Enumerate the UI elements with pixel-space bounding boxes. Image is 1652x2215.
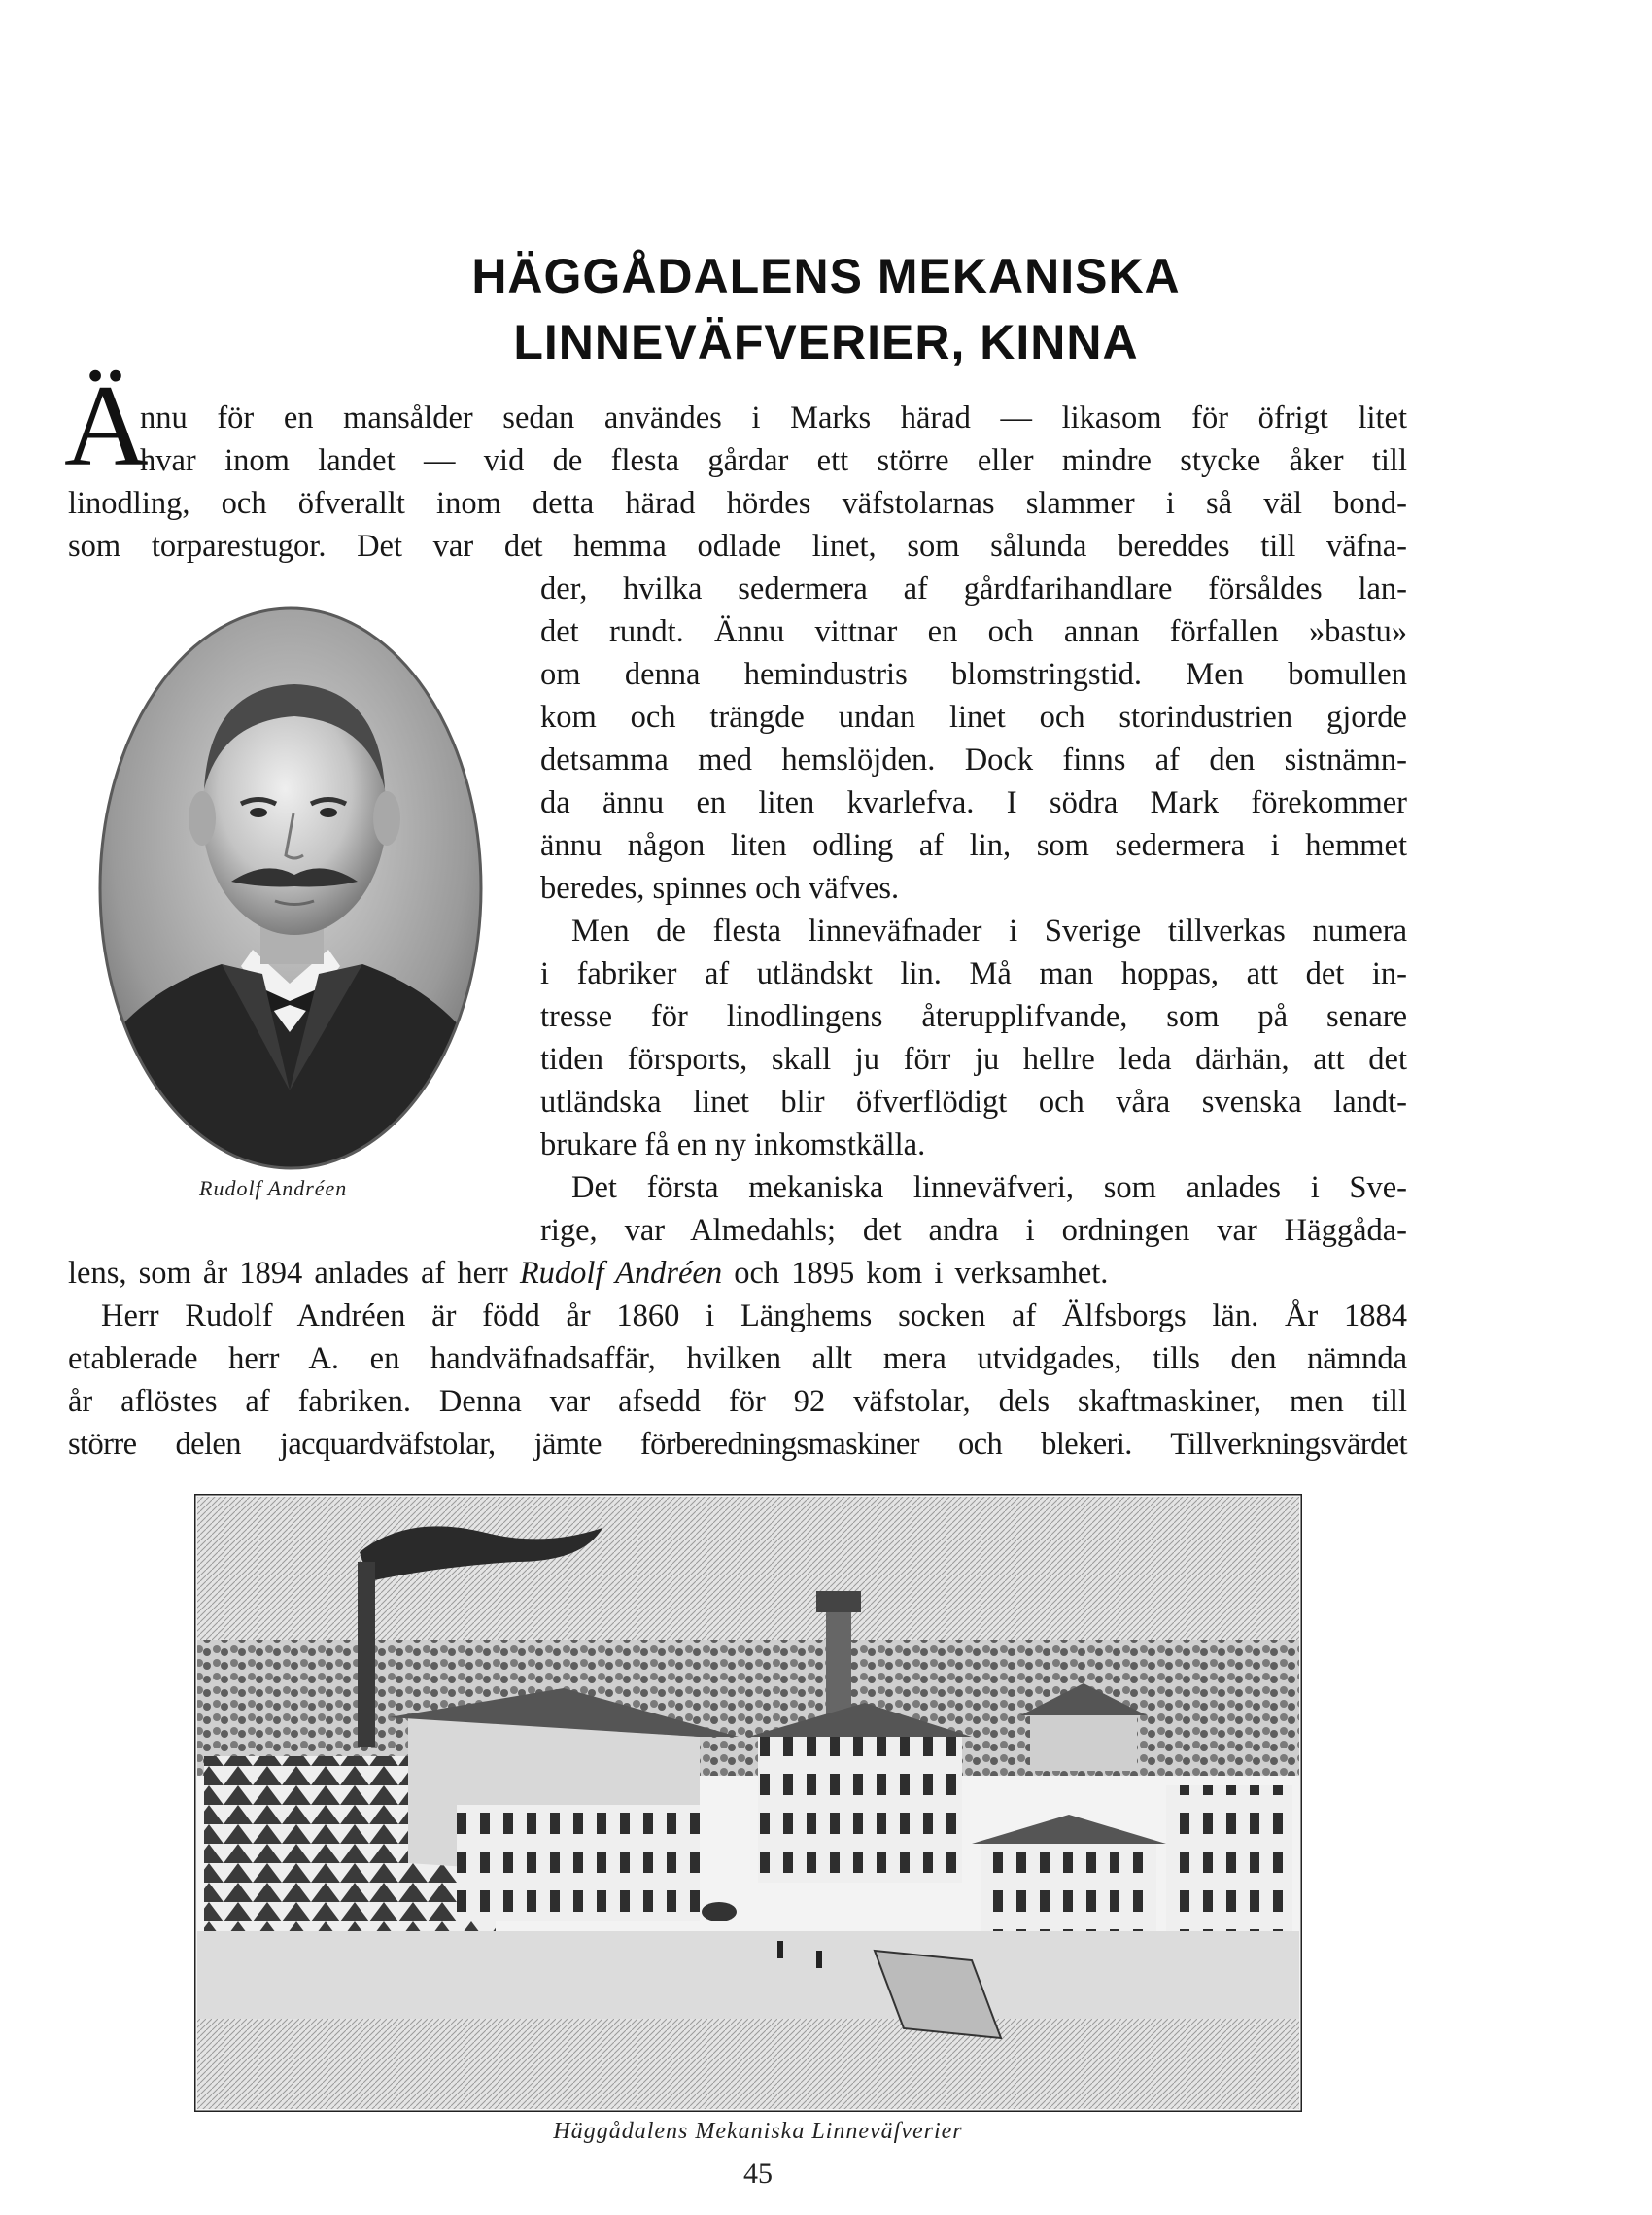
factory-caption: Häggådalens Mekaniska Linneväfverier xyxy=(553,2119,963,2144)
body-line: som torparestugor. Det var det hemma odlade linet, som sålunda bereddes till väfna- xyxy=(68,529,1407,564)
body-line: kom och trängde undan linet och storindustrien gjorde xyxy=(540,700,1407,735)
article-title-line-1: HÄGGÅDALENS MEKANISKA xyxy=(471,249,1181,303)
article-title-line-2: LINNEVÄFVERIER, KINNA xyxy=(513,315,1139,369)
body-line: da ännu en liten kvarlefva. I södra Mark förekommer xyxy=(540,785,1407,820)
body-line: hvar inom landet — vid de flesta gårdar ett större eller mindre stycke åker till xyxy=(140,443,1407,478)
body-line: om denna hemindustris blomstringstid. Men bomullen xyxy=(540,657,1407,692)
body-line: tiden försports, skall ju förr ju hellre leda därhän, att det xyxy=(540,1042,1407,1077)
portrait-caption: Rudolf Andréen xyxy=(199,1176,348,1200)
body-line: beredes, spinnes och väfves. xyxy=(540,871,900,906)
person-name: Rudolf Andréen xyxy=(519,1256,723,1291)
body-line: nnu för en mansålder sedan användes i Marks härad — likasom för öfrigt litet xyxy=(140,400,1407,435)
body-line: brukare få en ny inkomstkälla. xyxy=(540,1127,926,1162)
body-line: rige, var Almedahls; det andra i ordningen var Häggåda- xyxy=(540,1213,1407,1248)
body-line: lens, som år 1894 anlades af herr Rudolf Andréen och 1895 kom i verksamhet. xyxy=(68,1256,1109,1291)
drop-cap: Ä xyxy=(64,361,149,490)
body-line: der, hvilka sedermera af gårdfarihandlare försåldes lan- xyxy=(540,571,1407,606)
body-line: linodling, och öfverallt inom detta härad hördes väfstolarnas slammer i så väl bond- xyxy=(68,486,1407,521)
body-line: i fabriker af utländskt lin. Må man hoppas, att det in- xyxy=(540,956,1407,991)
body-line: Men de flesta linneväfnader i Sverige tillverkas numera xyxy=(571,914,1407,949)
body-line: etablerade herr A. en handväfnadsaffär, hvilken allt mera utvidgades, tills den nämnda xyxy=(68,1341,1407,1376)
body-line: det rundt. Ännu vittnar en och annan förfallen »bastu» xyxy=(540,614,1407,649)
body-line: Herr Rudolf Andréen är född år 1860 i Länghems socken af Älfsborgs län. År 1884 xyxy=(101,1298,1407,1333)
body-line: utländska linet blir öfverflödigt och våra svenska landt- xyxy=(540,1085,1407,1120)
factory-illustration xyxy=(194,1494,1302,2112)
body-line: år aflöstes af fabriken. Denna var afsedd för 92 väfstolar, dels skaftmaskiner, men till xyxy=(68,1384,1407,1419)
body-line: detsamma med hemslöjden. Dock finns af den sistnämn- xyxy=(540,743,1407,778)
body-line: ännu någon liten odling af lin, som sedermera i hemmet xyxy=(540,828,1407,863)
body-line: större delen jacquardväfstolar, jämte förberedningsmaskiner och blekeri. Tillverkningsvärdet xyxy=(68,1427,1407,1462)
page-number: 45 xyxy=(743,2158,773,2190)
portrait-photo xyxy=(95,605,486,1173)
body-line: tresse för linodlingens återupplifvande, som på senare xyxy=(540,999,1407,1034)
body-line: Det första mekaniska linneväfveri, som anlades i Sve- xyxy=(571,1170,1407,1205)
